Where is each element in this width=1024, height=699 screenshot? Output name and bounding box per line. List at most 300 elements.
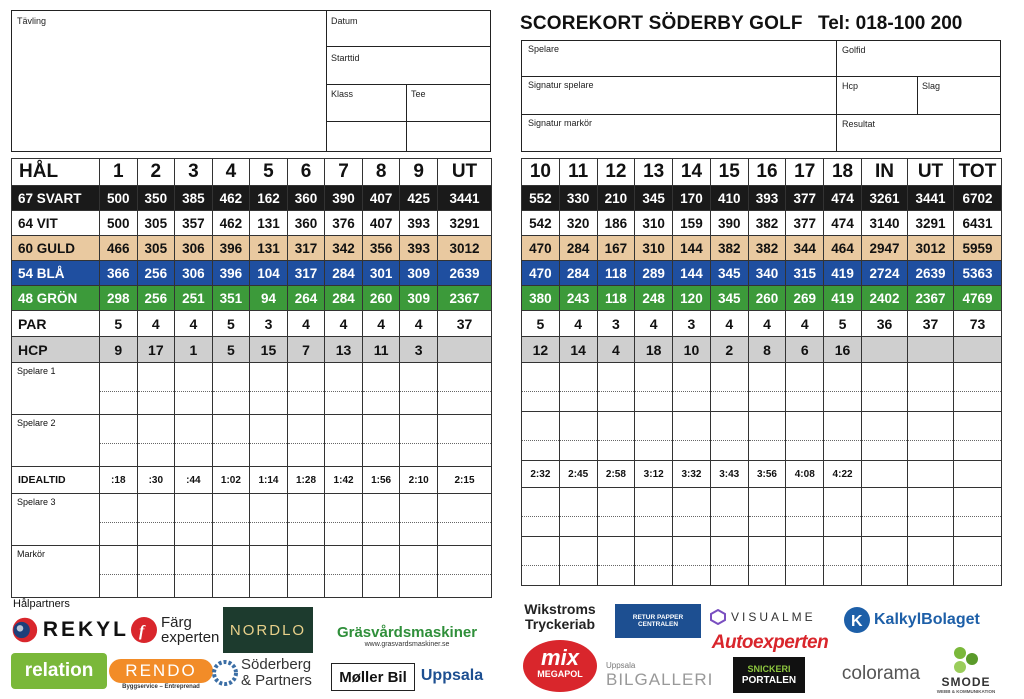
snickeriportalen-logo: SNICKERI PORTALEN [733,657,805,693]
hole-number: 9 [400,159,438,186]
score-entry-cell[interactable] [824,363,862,412]
score-entry-cell[interactable] [597,412,635,461]
score-entry-cell[interactable] [438,415,492,467]
tee-row [12,261,492,286]
score-entry-cell[interactable] [212,494,250,546]
soderberg-partners-logo: Söderberg & Partners [212,653,326,693]
score-entry-cell[interactable] [325,363,363,415]
dotted-divider [100,522,137,523]
tee-row [12,286,492,311]
tee-row [12,186,492,211]
dotted-divider [954,391,1001,392]
tee-distance: 2639 [908,261,954,286]
tee-distance: 256 [137,286,175,311]
tee-row [522,211,1002,236]
hcp-value: 16 [824,337,862,363]
score-entry-cell[interactable] [908,363,954,412]
tee-distance: 6431 [954,211,1002,236]
score-entry-cell[interactable] [559,412,597,461]
tee-distance: 3441 [908,186,954,211]
tee-distance: 317 [287,236,325,261]
visualme-logo: VISUALME [710,607,822,627]
kalkylbolaget-icon [843,606,871,634]
score-entry-cell[interactable] [673,537,711,586]
hole-number: 13 [635,159,673,186]
idealtid-row [12,467,492,494]
spelare-1-row-label: Spelare 1 [12,363,100,415]
dotted-divider [438,574,491,575]
dotted-divider [908,516,953,517]
par-value: 4 [635,311,673,337]
markor-row [522,537,1002,586]
dotted-divider [213,522,250,523]
score-entry-cell[interactable] [522,363,560,412]
idealtid-value: :18 [100,467,138,494]
tee-distance: 260 [362,286,400,311]
returpappercentralen-logo: RETUR PAPPER CENTRALEN [615,604,701,638]
idealtid-value: 1:28 [287,467,325,494]
idealtid-value: 2:15 [438,467,492,494]
grasvardsmaskiner-logo: Gräsvårdsmaskiner www.grasvardsmaskiner.se [336,624,478,648]
hcp-value: 5 [212,337,250,363]
hole-header-row [522,159,1002,186]
dotted-divider [522,565,559,566]
score-entry-cell[interactable] [786,363,824,412]
score-entry-cell[interactable] [362,546,400,598]
tee-distance: 159 [673,211,711,236]
score-entry-cell[interactable] [824,488,862,537]
hcp-value: 9 [100,337,138,363]
score-entry-cell[interactable] [748,363,786,412]
divider [326,46,491,47]
score-entry-cell[interactable] [175,546,213,598]
dotted-divider [749,565,786,566]
score-entry-cell[interactable] [954,412,1002,461]
dotted-divider [824,565,861,566]
dotted-divider [598,516,635,517]
score-entry-cell[interactable] [137,363,175,415]
score-entry-cell[interactable] [862,537,908,586]
score-entry-cell[interactable] [100,415,138,467]
tee-distance: 464 [824,236,862,261]
divider [917,76,918,114]
score-entry-cell[interactable] [175,415,213,467]
score-entry-cell[interactable] [748,488,786,537]
hcp-value: 3 [400,337,438,363]
score-entry-cell[interactable] [287,363,325,415]
score-entry-cell[interactable] [522,488,560,537]
tee-distance: 6702 [954,186,1002,211]
dotted-divider [250,443,287,444]
tee-distance: 3140 [862,211,908,236]
score-entry-cell[interactable] [250,415,288,467]
score-entry-cell[interactable] [438,363,492,415]
tee-distance: 351 [212,286,250,311]
dotted-divider [100,443,137,444]
tee-row [522,236,1002,261]
hcp-value [954,337,1002,363]
score-entry-cell[interactable] [287,494,325,546]
dotted-divider [438,522,491,523]
dotted-divider [175,574,212,575]
tee-distance: 340 [748,261,786,286]
score-entry-cell[interactable] [362,494,400,546]
dotted-divider [908,565,953,566]
score-entry-cell[interactable] [212,415,250,467]
tee-distance: 345 [710,286,748,311]
idealtid-label: IDEALTID [12,467,100,494]
score-entry-cell[interactable] [400,415,438,467]
idealtid-value: 3:56 [748,461,786,488]
score-entry-cell[interactable] [786,488,824,537]
score-entry-cell[interactable] [862,363,908,412]
spelare-2-row-label: Spelare 2 [12,415,100,467]
signatur-markor-label: Signatur markör [528,118,593,128]
uppsala-logo: Uppsala [420,667,484,684]
hole-number: 7 [325,159,363,186]
hole-number: 1 [100,159,138,186]
tee-distance: 470 [522,261,560,286]
tee-distance: 425 [400,186,438,211]
score-entry-cell[interactable] [597,537,635,586]
score-entry-cell[interactable] [597,363,635,412]
dotted-divider [363,574,400,575]
svg-text:K: K [851,613,863,630]
score-entry-cell[interactable] [635,412,673,461]
dotted-divider [786,440,823,441]
rekyl-logo: REKYL [11,613,129,647]
score-entry-cell[interactable] [710,412,748,461]
tee-distance: 474 [824,186,862,211]
tee-distance: 315 [786,261,824,286]
dotted-divider [954,440,1001,441]
dotted-divider [908,440,953,441]
dotted-divider [635,516,672,517]
dotted-divider [250,574,287,575]
tee-distance: 419 [824,261,862,286]
dotted-divider [325,443,362,444]
dotted-divider [598,391,635,392]
tee-distance: 376 [325,211,363,236]
tee-distance: 542 [522,211,560,236]
hole-number: 5 [250,159,288,186]
hcp-value: 18 [635,337,673,363]
hcp-value: 8 [748,337,786,363]
par-value: 3 [597,311,635,337]
score-entry-cell[interactable] [400,363,438,415]
tee-label: 48 GRÖN [12,286,100,311]
score-entry-cell[interactable] [175,494,213,546]
score-entry-cell[interactable] [559,537,597,586]
dotted-divider [673,440,710,441]
tee-distance: 186 [597,211,635,236]
spelare-3-row [12,494,492,546]
hcp-value: 12 [522,337,560,363]
par-value: 4 [287,311,325,337]
rendo-logo: RENDO Byggservice – Entreprenad [112,653,210,695]
score-entry-cell[interactable] [710,363,748,412]
score-entry-cell[interactable] [635,363,673,412]
score-entry-cell[interactable] [362,363,400,415]
score-entry-cell[interactable] [908,412,954,461]
idealtid-value: 2:58 [597,461,635,488]
score-entry-cell[interactable] [325,546,363,598]
divider [521,114,1001,115]
tee-distance: 2724 [862,261,908,286]
tee-distance: 118 [597,261,635,286]
tee-distance: 342 [325,236,363,261]
tee-distance: 393 [400,236,438,261]
idealtid-value: 1:02 [212,467,250,494]
dotted-divider [400,574,437,575]
score-entry-cell[interactable] [400,546,438,598]
datum-label: Datum [331,16,358,26]
score-entry-cell[interactable] [710,488,748,537]
score-entry-cell[interactable] [635,537,673,586]
dotted-divider [213,391,250,392]
hole-number: UT [438,159,492,186]
tee-distance: 407 [362,211,400,236]
dotted-divider [522,440,559,441]
score-entry-cell[interactable] [908,488,954,537]
score-entry-cell[interactable] [559,363,597,412]
score-entry-cell[interactable] [908,537,954,586]
dotted-divider [673,516,710,517]
dotted-divider [213,574,250,575]
dotted-divider [138,391,175,392]
score-entry-cell[interactable] [100,546,138,598]
score-entry-cell[interactable] [710,537,748,586]
par-value: 37 [438,311,492,337]
tee-distance: 382 [748,211,786,236]
spelare-3-row [522,488,1002,537]
mix-megapol-logo: mix MEGAPOL [521,638,599,694]
dotted-divider [711,516,748,517]
hcp-value: 13 [325,337,363,363]
score-entry-cell[interactable] [137,415,175,467]
score-entry-cell[interactable] [597,488,635,537]
dotted-divider [325,574,362,575]
score-entry-cell[interactable] [786,537,824,586]
score-entry-cell[interactable] [954,537,1002,586]
visualme-icon [710,609,726,625]
dotted-divider [288,574,325,575]
dotted-divider [560,440,597,441]
tee-label: 67 SVART [12,186,100,211]
dotted-divider [438,443,491,444]
dotted-divider [786,516,823,517]
tee-distance: 210 [597,186,635,211]
idealtid-row [522,461,1002,488]
spelare-2-row [522,412,1002,461]
dotted-divider [400,391,437,392]
tee-distance: 2402 [862,286,908,311]
hole-number: 11 [559,159,597,186]
hcp-value [908,337,954,363]
tee-distance: 3441 [438,186,492,211]
tee-distance: 393 [400,211,438,236]
dotted-divider [560,391,597,392]
score-entry-cell[interactable] [287,546,325,598]
score-entry-cell[interactable] [137,494,175,546]
dotted-divider [749,440,786,441]
score-entry-cell[interactable] [325,494,363,546]
tee-distance: 382 [710,236,748,261]
hcp-value: 6 [786,337,824,363]
hcp-value: 1 [175,337,213,363]
score-entry-cell[interactable] [100,494,138,546]
dotted-divider [400,443,437,444]
tee-label: Tee [411,89,426,99]
dotted-divider [363,391,400,392]
tee-distance: 131 [250,236,288,261]
tee-distance: 310 [635,211,673,236]
tee-distance: 462 [212,211,250,236]
score-entry-cell[interactable] [673,412,711,461]
tee-row [522,186,1002,211]
score-entry-cell[interactable] [212,363,250,415]
dotted-divider [862,391,907,392]
par-label: PAR [12,311,100,337]
par-value: 5 [212,311,250,337]
score-entry-cell[interactable] [400,494,438,546]
tee-distance: 419 [824,286,862,311]
dotted-divider [673,565,710,566]
idealtid-value: 3:12 [635,461,673,488]
tee-distance: 470 [522,236,560,261]
dotted-divider [824,440,861,441]
tee-distance: 552 [522,186,560,211]
tee-distance: 269 [786,286,824,311]
hole-number: 15 [710,159,748,186]
score-entry-cell[interactable] [100,363,138,415]
idealtid-value [908,461,954,488]
svg-text:f: f [139,623,145,640]
score-entry-cell[interactable] [212,546,250,598]
score-entry-cell[interactable] [250,363,288,415]
score-entry-cell[interactable] [522,412,560,461]
markor-row [12,546,492,598]
tee-distance: 301 [362,261,400,286]
dotted-divider [749,391,786,392]
score-entry-cell[interactable] [438,494,492,546]
par-value: 4 [175,311,213,337]
dotted-divider [138,574,175,575]
tee-distance: 309 [400,286,438,311]
dotted-divider [954,516,1001,517]
par-value: 5 [522,311,560,337]
smode-logo: SMODE WEBB & KOMMUNIKATION [932,640,1000,696]
dotted-divider [711,440,748,441]
score-entry-cell[interactable] [522,537,560,586]
score-entry-cell[interactable] [137,546,175,598]
tee-distance: 118 [597,286,635,311]
score-entry-cell[interactable] [786,412,824,461]
score-entry-cell[interactable] [362,415,400,467]
tee-distance: 5959 [954,236,1002,261]
tee-distance: 357 [175,211,213,236]
tavling-label: Tävling [17,16,47,26]
front-nine-table [11,158,492,598]
score-entry-cell[interactable] [824,537,862,586]
score-entry-cell[interactable] [635,488,673,537]
score-entry-cell[interactable] [325,415,363,467]
dotted-divider [786,391,823,392]
kalkylbolaget-logo: K KalkylBolaget [843,604,995,636]
tee-distance: 410 [710,186,748,211]
tee-distance: 144 [673,261,711,286]
golfid-label: Golfid [842,45,866,55]
hole-number: 16 [748,159,786,186]
score-entry-cell[interactable] [250,546,288,598]
par-value: 4 [559,311,597,337]
idealtid-value: 4:08 [786,461,824,488]
fargexperten-logo: f Färg experten [130,612,222,648]
idealtid-value: 1:42 [325,467,363,494]
score-entry-cell[interactable] [824,412,862,461]
tee-distance: 500 [100,211,138,236]
dotted-divider [749,516,786,517]
dotted-divider [325,522,362,523]
score-entry-cell[interactable] [175,363,213,415]
score-entry-cell[interactable] [748,412,786,461]
player-info-box [521,40,1001,152]
hcp-row [522,337,1002,363]
tee-distance: 382 [748,236,786,261]
hcp-value [438,337,492,363]
tee-distance: 462 [212,186,250,211]
score-entry-cell[interactable] [862,412,908,461]
par-value: 5 [100,311,138,337]
tee-distance: 298 [100,286,138,311]
score-entry-cell[interactable] [954,363,1002,412]
tee-distance: 2367 [438,286,492,311]
dotted-divider [522,516,559,517]
hole-number: 4 [212,159,250,186]
tee-distance: 396 [212,236,250,261]
tee-row [12,236,492,261]
tee-label: 60 GULD [12,236,100,261]
tee-distance: 3261 [862,186,908,211]
score-entry-cell[interactable] [673,488,711,537]
par-row [12,311,492,337]
tee-distance: 260 [748,286,786,311]
tee-distance: 474 [824,211,862,236]
par-value: 4 [748,311,786,337]
dotted-divider [175,443,212,444]
colorama-logo: colorama [841,663,921,684]
score-entry-cell[interactable] [250,494,288,546]
score-entry-cell[interactable] [559,488,597,537]
score-entry-cell[interactable] [287,415,325,467]
dotted-divider [908,391,953,392]
dotted-divider [250,522,287,523]
dotted-divider [363,522,400,523]
dotted-divider [288,391,325,392]
score-entry-cell[interactable] [673,363,711,412]
dotted-divider [288,522,325,523]
score-entry-cell[interactable] [862,488,908,537]
score-entry-cell[interactable] [438,546,492,598]
tee-distance: 390 [325,186,363,211]
hcp-value: 17 [137,337,175,363]
tee-distance: 131 [250,211,288,236]
score-entry-cell[interactable] [748,537,786,586]
score-entry-cell[interactable] [954,488,1002,537]
tee-distance: 317 [287,261,325,286]
par-value: 4 [325,311,363,337]
par-value: 4 [137,311,175,337]
